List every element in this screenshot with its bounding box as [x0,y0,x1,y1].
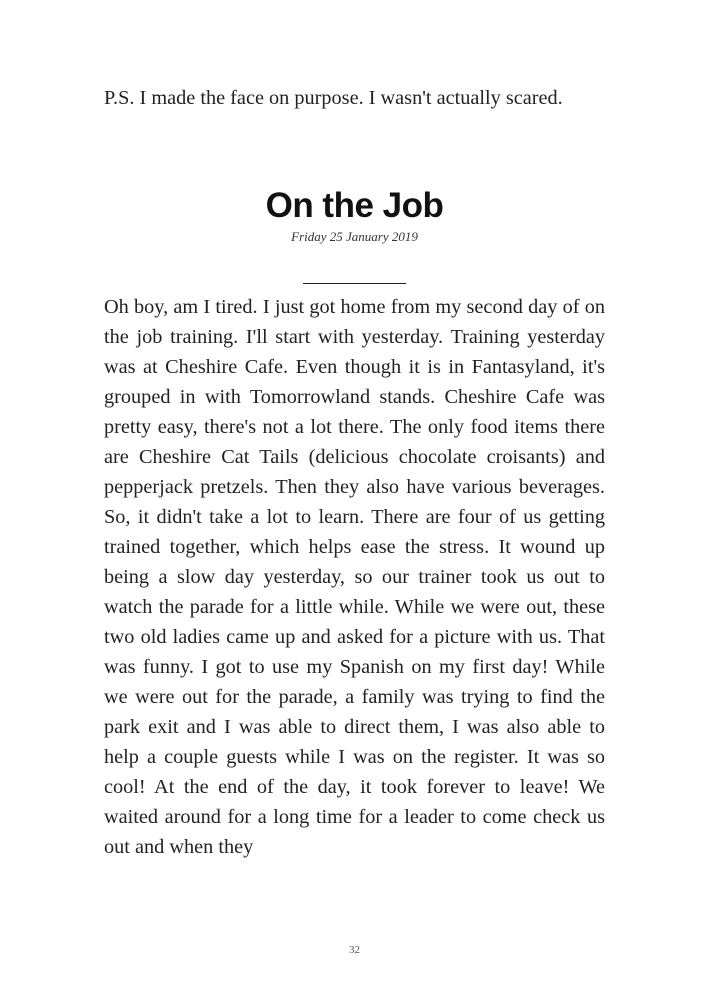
section-divider [303,283,406,284]
entry-title: On the Job [265,186,444,225]
entry-body-paragraph: Oh boy, am I tired. I just got home from my second day of on the job training. I'll start with yesterday. Training yesterday was at Cheshire Cafe. Even though it is in Fantasyland, it's grouped in with Tomorrowland stands. Cheshire Cafe was pretty easy, there's not a lot there. The only food items there are Cheshire Cat Tails (delicious chocolate croisants) and pepperjack pretzels. Then they also have various beverages. So, it didn't take a lot to learn. There are four of us getting trained together, which helps ease the stress. It wound up being a slow day yesterday, so our trainer took us out to watch the parade for a little while. While we were out, these two old ladies came up and asked for a picture with us. That was funny. I got to use my Spanish on my first day! While we were out for the parade, a family was trying to find the park exit and I was able to direct them, I was also able to help a couple guests while I was on the register. It was so cool! At the end of the day, it took forever to leave! We waited around for a long time for a leader to come check us out and when they [104,296,605,858]
page-number: 32 [349,944,360,956]
entry-date: Friday 25 January 2019 [291,229,418,244]
postscript-paragraph: P.S. I made the face on purpose. I wasn't actually scared. [104,87,563,109]
